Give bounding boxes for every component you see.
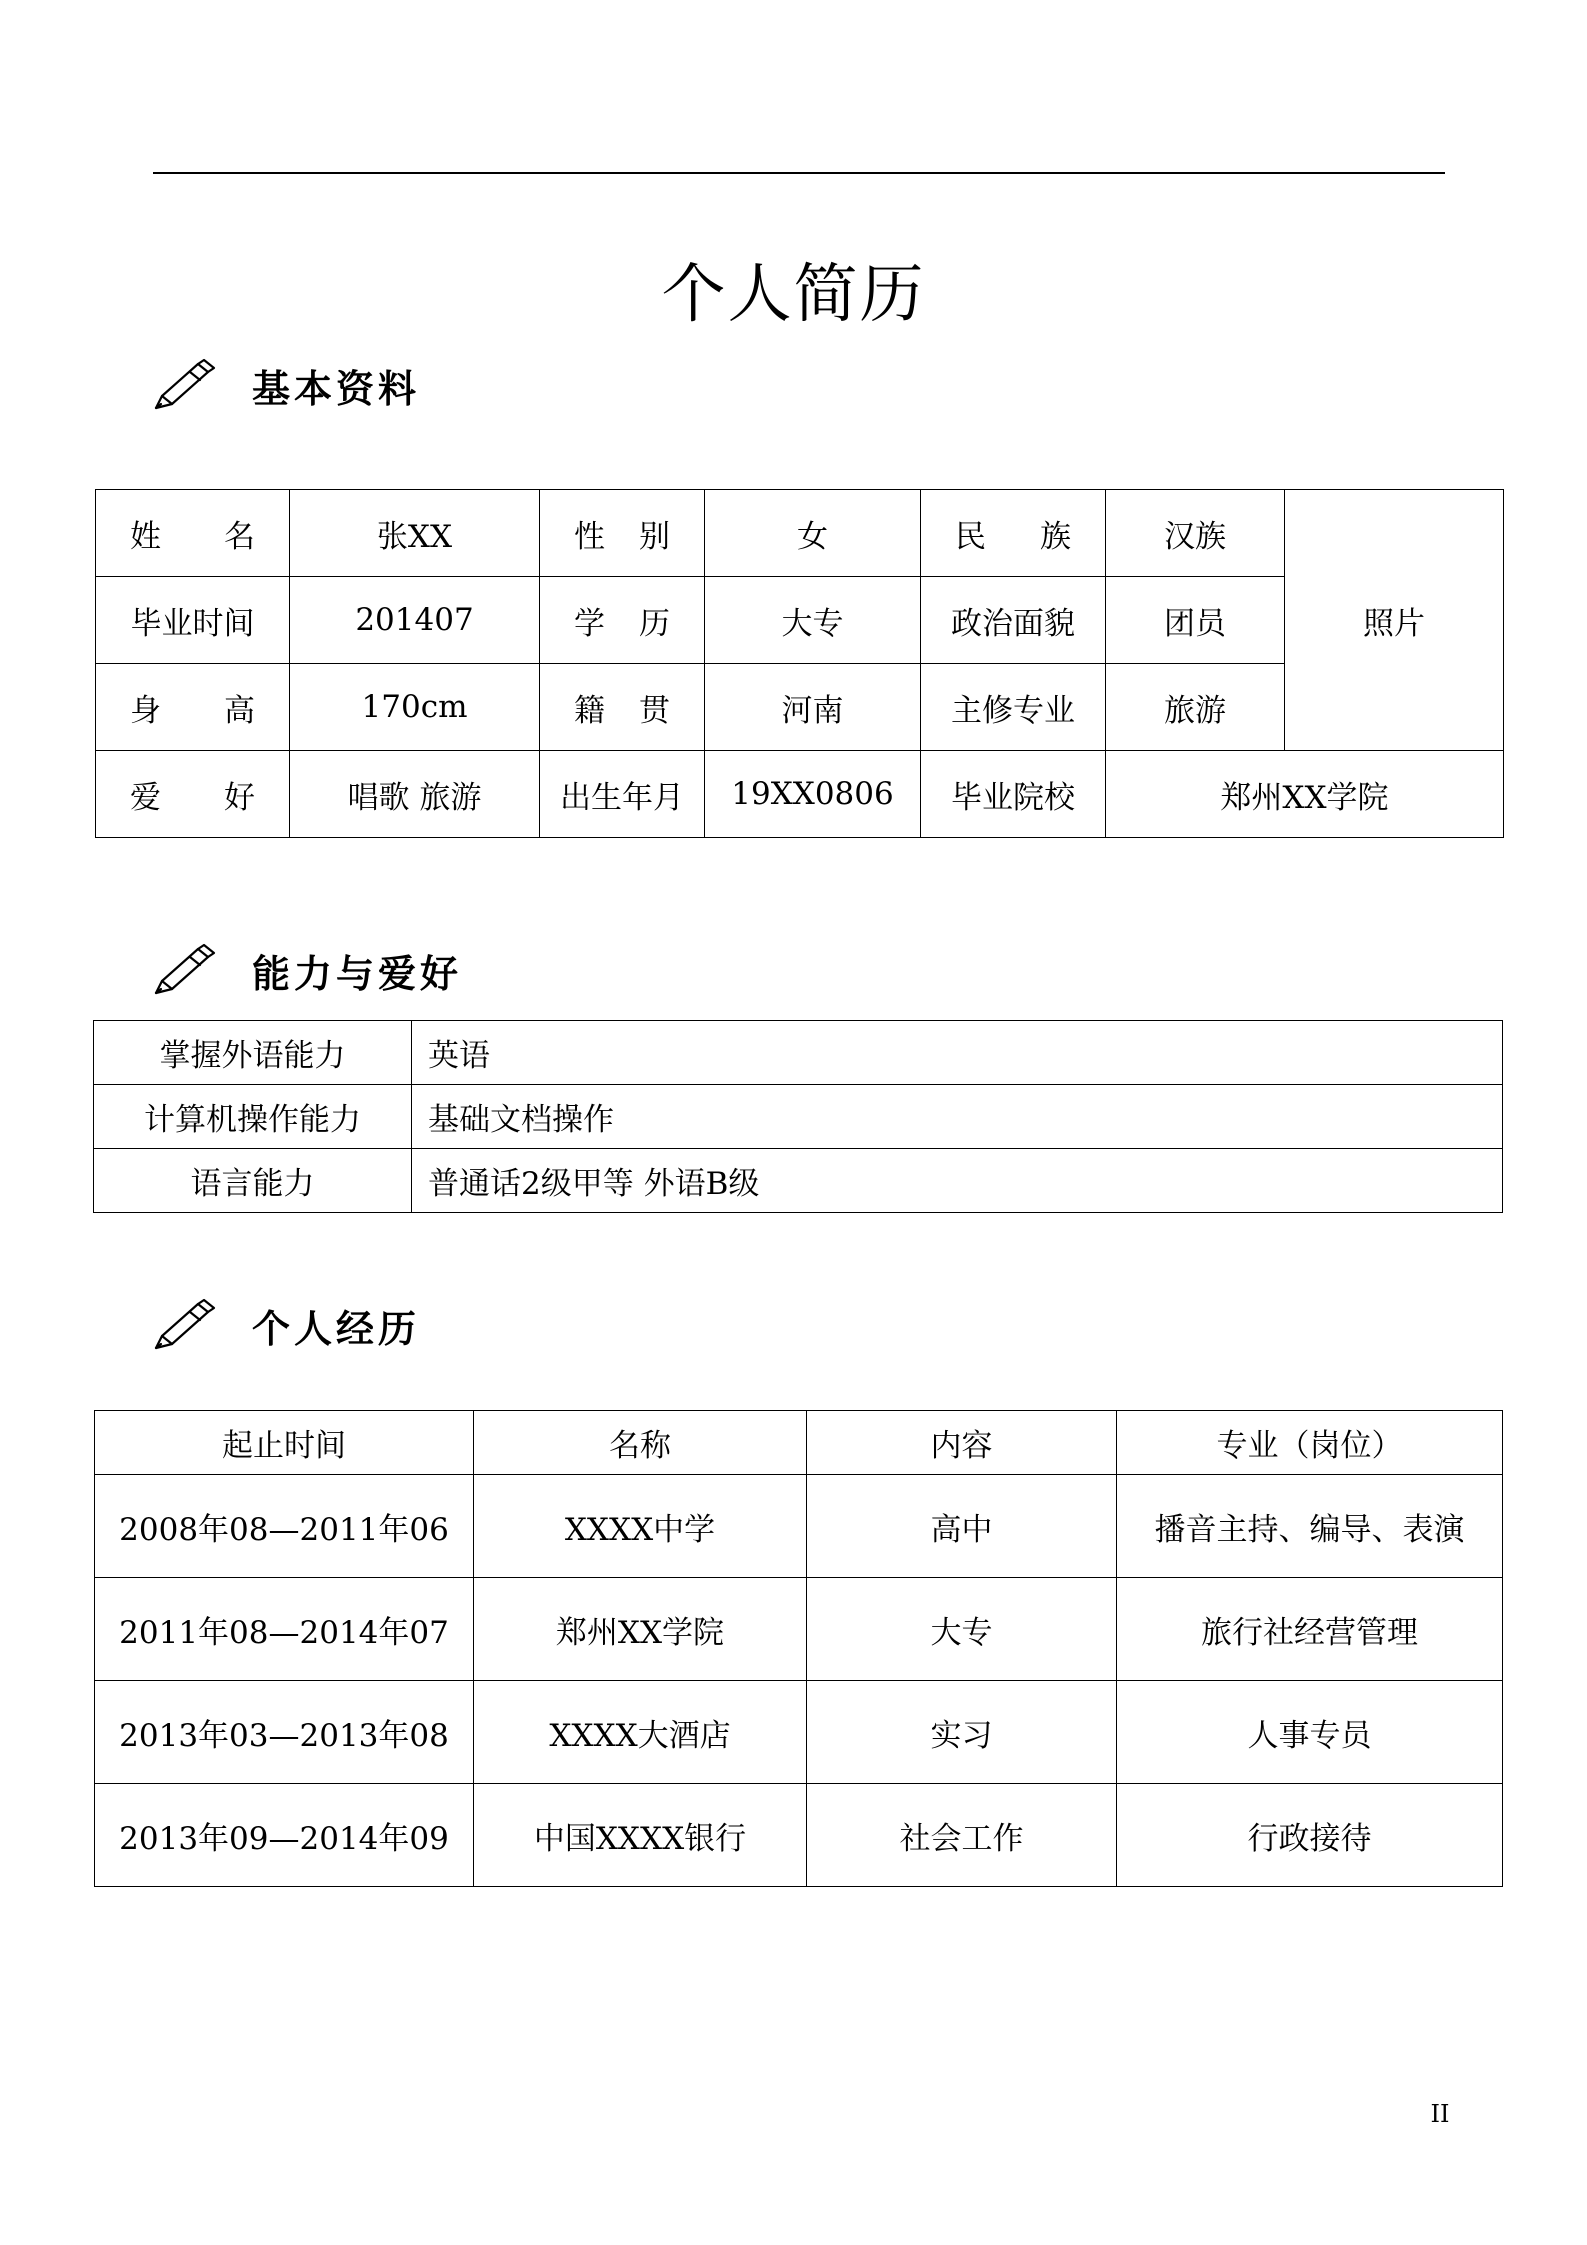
basic-info-table [95, 489, 1504, 838]
page-title: 个人简历 [661, 258, 926, 332]
pen-icon [152, 358, 218, 412]
section-ability [152, 935, 462, 1005]
major-label: 主修专业 [921, 664, 1106, 751]
ability-label: 掌握外语能力 [94, 1021, 412, 1085]
table-header-row [95, 1411, 1503, 1475]
table-row [94, 1021, 1503, 1085]
political-value: 团员 [1106, 577, 1285, 664]
birth-label: 出生年月 [540, 751, 705, 838]
section-experience [152, 1290, 420, 1360]
content-cell: 实习 [807, 1681, 1117, 1784]
table-row [95, 1578, 1503, 1681]
major-value: 旅游 [1106, 664, 1285, 751]
content-cell: 社会工作 [807, 1784, 1117, 1887]
section-title: 能力与爱好 [252, 951, 463, 996]
height-label: 身 高 [96, 664, 290, 751]
education-label: 学 历 [540, 577, 705, 664]
gender-label: 性 别 [540, 490, 705, 577]
table-row [95, 1784, 1503, 1887]
position-cell: 人事专员 [1117, 1681, 1503, 1784]
school-value: 郑州XX学院 [1106, 751, 1504, 838]
period-cell: 2011年08—2014年07 [95, 1578, 474, 1681]
content-cell: 大专 [807, 1578, 1117, 1681]
grad-time-value: 201407 [290, 577, 540, 664]
position-cell: 行政接待 [1117, 1784, 1503, 1887]
name-value: 张XX [290, 490, 540, 577]
pen-icon [152, 1298, 218, 1352]
header-rule [153, 172, 1445, 174]
table-row [94, 1085, 1503, 1149]
table-row [96, 490, 1504, 577]
height-value: 170cm [290, 664, 540, 751]
political-label: 政治面貌 [921, 577, 1106, 664]
period-cell: 2013年09—2014年09 [95, 1784, 474, 1887]
section-title: 基本资料 [252, 366, 421, 411]
origin-label: 籍 贯 [540, 664, 705, 751]
org-cell: XXXX大酒店 [474, 1681, 807, 1784]
section-title: 个人经历 [252, 1306, 421, 1351]
grad-time-label: 毕业时间 [96, 577, 290, 664]
ability-value: 普通话2级甲等 外语B级 [412, 1149, 1503, 1213]
ability-label: 计算机操作能力 [94, 1085, 412, 1149]
column-header: 名称 [474, 1411, 807, 1475]
gender-value: 女 [705, 490, 921, 577]
ability-label: 语言能力 [94, 1149, 412, 1213]
period-cell: 2008年08—2011年06 [95, 1475, 474, 1578]
experience-table [94, 1410, 1503, 1887]
ethnicity-label: 民 族 [921, 490, 1106, 577]
position-cell: 旅行社经营管理 [1117, 1578, 1503, 1681]
column-header: 起止时间 [95, 1411, 474, 1475]
table-row [96, 751, 1504, 838]
education-value: 大专 [705, 577, 921, 664]
pen-icon [152, 943, 218, 997]
hobby-value: 唱歌 旅游 [290, 751, 540, 838]
school-label: 毕业院校 [921, 751, 1106, 838]
column-header: 内容 [807, 1411, 1117, 1475]
ethnicity-value: 汉族 [1106, 490, 1285, 577]
ability-value: 基础文档操作 [412, 1085, 1503, 1149]
section-basic [152, 350, 420, 420]
ability-value: 英语 [412, 1021, 1503, 1085]
page-number: II [1430, 2100, 1450, 2128]
period-cell: 2013年03—2013年08 [95, 1681, 474, 1784]
hobby-label: 爱 好 [96, 751, 290, 838]
org-cell: 郑州XX学院 [474, 1578, 807, 1681]
content-cell: 高中 [807, 1475, 1117, 1578]
column-header: 专业（岗位） [1117, 1411, 1503, 1475]
org-cell: XXXX中学 [474, 1475, 807, 1578]
ability-table [93, 1020, 1503, 1213]
table-row [94, 1149, 1503, 1213]
table-row [95, 1681, 1503, 1784]
position-cell: 播音主持、编导、表演 [1117, 1475, 1503, 1578]
org-cell: 中国XXXX银行 [474, 1784, 807, 1887]
photo-cell: 照片 [1285, 490, 1504, 751]
name-label: 姓 名 [96, 490, 290, 577]
origin-value: 河南 [705, 664, 921, 751]
birth-value: 19XX0806 [705, 751, 921, 838]
table-row [95, 1475, 1503, 1578]
